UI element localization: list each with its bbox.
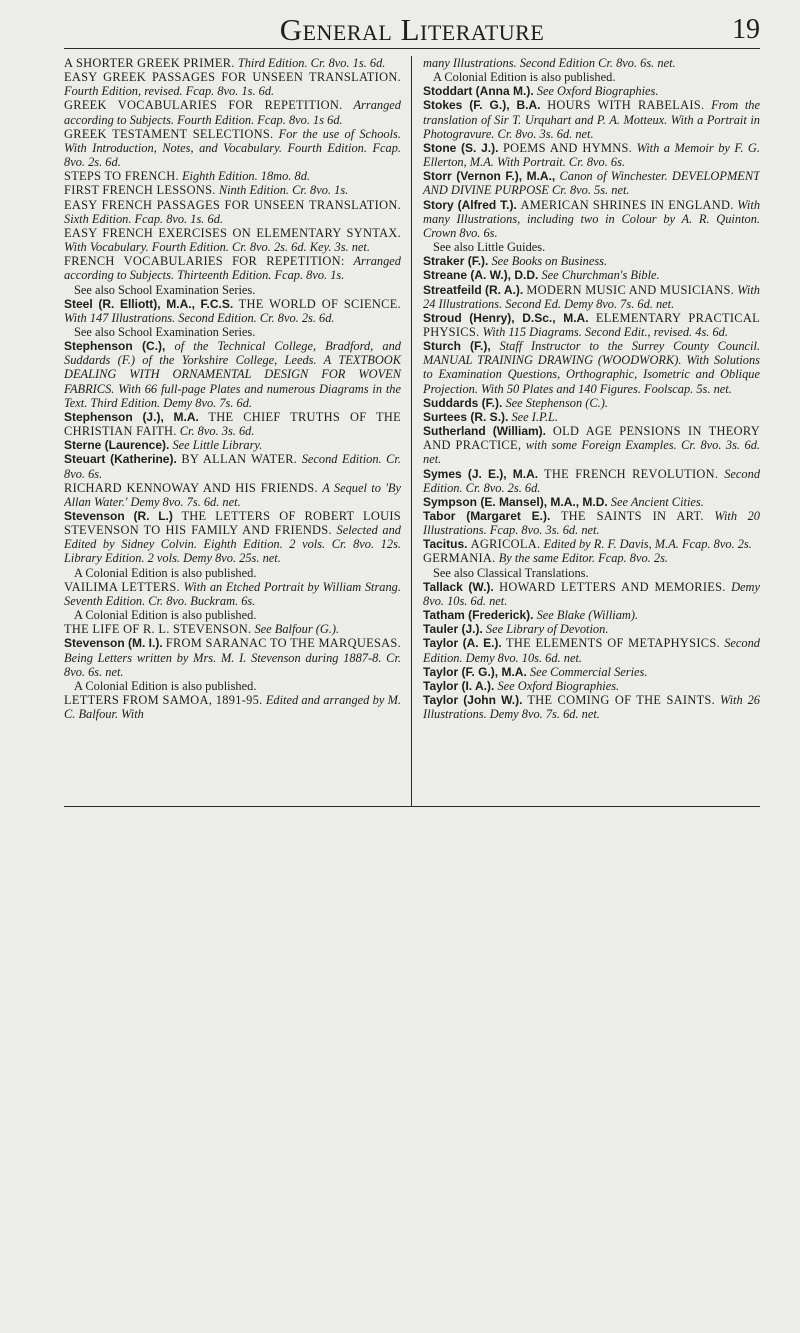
page-title: General Literature [279,12,545,47]
entry-author: Straker (F.). [423,254,489,269]
entry-note: See also School Examination Series. [74,324,256,339]
entry-author: Tabor (Margaret E.). [423,509,551,523]
catalogue-entry [64,693,401,721]
entry-author: Symes (J. E.), M.A. [423,466,539,481]
entry-author: Stevenson (M. I.). [64,636,163,651]
catalogue-entry [423,283,760,311]
entry-title: THE SAINTS IN ART. [560,509,704,523]
entry-details: Staff Instructor to the Surrey County Council. MANUAL TRAINING DRAWING (WOODWORK). With Solutions to Examination Questions, Orthographic, Isometric and Oblique Projection. With 50 Plates and 140 Figures. Foolscap. 5s. net. [423,339,760,396]
page-number: 19 [732,14,760,45]
entry-note: See also School Examination Series. [74,282,256,297]
entry-title: GREEK VOCABULARIES FOR REPETITION. [64,98,343,113]
entry-details: Second Edition. Cr. 8vo. 2s. 6d. [423,466,760,495]
entry-details: See Churchman's Bible. [541,268,660,283]
entry-details: with some Foreign Examples. Cr. 8vo. 3s. 6d. net. [423,438,760,467]
entry-author: Storr (Vernon F.), M.A., [423,169,556,184]
catalogue-entry [423,636,760,664]
entry-author: Taylor (I. A.). [423,678,495,693]
catalogue-entry [64,452,401,480]
entry-author: Steuart (Katherine). [64,452,177,467]
entry-details: With an Etched Portrait by William Strang. Seventh Edition. Cr. 8vo. Buckram. 6s. [64,579,401,608]
entry-author: Streane (A. W.), D.D. [423,268,539,283]
entry-details: From the translation of Sir T. Urquhart and P. A. Motteux. With a Portrait in Photogravure. Cr. 8vo. 3s. 6d. net. [423,98,760,141]
entry-title: RICHARD KENNOWAY AND HIS FRIENDS. [64,480,318,495]
entry-author: Story (Alfred T.). [423,197,517,212]
entry-title: MODERN MUSIC AND MUSICIANS. [526,282,735,297]
entry-details: Cr. 8vo. 3s. 6d. [179,424,255,439]
entry-note: A Colonial Edition is also published. [74,608,257,623]
catalogue-note [64,608,401,622]
catalogue-entry [423,198,760,240]
entry-details: Third Edition. Cr. 8vo. 1s. 6d. [237,56,386,70]
entry-title: THE WORLD OF SCIENCE. [238,296,401,311]
entry-author: Stevenson (R. L.) [64,509,173,523]
entry-title: FIRST FRENCH LESSONS. [64,183,216,198]
entry-author: Stokes (F. G.), B.A. [423,98,541,113]
two-column-body [64,56,760,807]
catalogue-entry [423,268,760,282]
entry-title: AMERICAN SHRINES IN ENGLAND. [520,197,734,212]
catalogue-entry [423,665,760,679]
entry-title: THE ELEMENTS OF METAPHYSICS. [506,636,720,651]
entry-details: With Vocabulary. Fourth Edition. Cr. 8vo. 2s. 6d. Key. 3s. net. [64,240,370,255]
entry-note: A Colonial Edition is also published. [433,70,616,85]
catalogue-entry [64,70,401,98]
catalogue-entry [423,551,760,565]
entry-note: A Colonial Edition is also published. [74,678,257,693]
entry-details: For the use of Schools. With Introduction, Notes, and Vocabulary. Fourth Edition. Fcap. 8vo. 2s. 6d. [64,126,401,170]
entry-details: Fourth Edition, revised. Fcap. 8vo. 1s. 6d. [64,84,275,99]
entry-title: FRENCH VOCABULARIES FOR REPETITION: [64,254,345,269]
entry-details: With 115 Diagrams. Second Edit., revised. 4s. 6d. [482,324,728,339]
entry-author: Tacitus. [423,537,468,552]
entry-title: EASY FRENCH PASSAGES FOR UNSEEN TRANSLATION. [64,197,401,212]
entry-author: Steel (R. Elliott), M.A., F.C.S. [64,296,234,311]
catalogue-entry [64,580,401,608]
entry-author: Taylor (John W.). [423,693,523,708]
catalogue-entry [423,622,760,636]
catalogue-entry [423,141,760,169]
entry-author: Tatham (Frederick). [423,608,534,623]
entry-title: LETTERS FROM SAMOA, 1891-95. [64,693,263,708]
entry-title: OLD AGE PENSIONS IN THEORY AND PRACTICE, [423,424,760,453]
entry-details: Edited and arranged by M. C. Balfour. With [64,693,401,722]
entry-details: With 26 Illustrations. Demy 8vo. 7s. 6d. net. [423,693,760,722]
entry-author: Taylor (F. G.), M.A. [423,664,527,679]
catalogue-entry [64,297,401,325]
entry-title: VAILIMA LETTERS. [64,579,180,594]
catalogue-entry [64,622,401,636]
entry-details: Sixth Edition. Fcap. 8vo. 1s. 6d. [64,211,223,226]
catalogue-entry [423,679,760,693]
catalogue-entry [423,311,760,339]
entry-details: Second Edition. Cr. 8vo. 6s. [64,452,401,481]
running-head [64,8,760,49]
catalogue-entry [423,693,760,721]
catalogue-entry [64,410,401,438]
entry-author: Stone (S. J.). [423,140,499,155]
entry-note: See also Classical Translations. [433,565,589,580]
entry-title: STEPS TO FRENCH. [64,169,179,184]
entry-author: Surtees (R. S.). [423,409,509,424]
entry-details: With a Memoir by F. G. Ellerton, M.A. With Portrait. Cr. 8vo. 6s. [423,140,760,170]
catalogue-entry [423,98,760,140]
entry-title: AGRICOLA. [470,537,541,552]
entry-title: ELEMENTARY PRACTICAL PHYSICS. [423,310,760,339]
entry-details: Arranged according to Subjects. Thirteenth Edition. Fcap. 8vo. 1s. [64,254,401,283]
entry-note: A Colonial Edition is also published. [74,565,257,580]
entry-title: EASY FRENCH EXERCISES ON ELEMENTARY SYNTAX. [64,225,401,240]
entry-details: See Ancient Cities. [610,494,704,509]
entry-title: THE COMING OF THE SAINTS. [527,693,716,708]
entry-title: THE CHIEF TRUTHS OF THE CHRISTIAN FAITH. [64,409,401,439]
entry-details: With 20 Illustrations. Fcap. 8vo. 3s. 6d. net. [423,509,760,538]
catalogue-entry [64,198,401,226]
left-column [64,56,412,806]
catalogue-entry [64,127,401,169]
entry-details: of the Technical College, Bradford, and Suddards (F.) of the Yorkshire College, Leeds. A TEXTBOOK DEALING WITH ORNAMENTAL DESIGN FOR WOVEN FABRICS. With 66 full-page Plates and numerous Diagrams in the Text. Third Edition. Demy 8vo. 7s. 6d. [64,339,401,410]
entry-details: Ninth Edition. Cr. 8vo. 1s. [218,183,349,198]
catalogue-entry [423,56,760,70]
catalogue-note [64,566,401,580]
entry-title: THE LETTERS OF ROBERT LOUIS STEVENSON TO HIS FAMILY AND FRIENDS. [64,509,401,538]
catalogue-entry [64,98,401,126]
catalogue-entry [64,636,401,678]
catalogue-note [64,283,401,297]
entry-details: See Oxford Biographies. [497,678,620,693]
entry-title: HOURS WITH RABELAIS. [547,98,705,113]
entry-author: Stroud (Henry), D.Sc., M.A. [423,310,589,325]
entry-author: Stoddart (Anna M.). [423,84,534,99]
entry-author: Tallack (W.). [423,579,494,594]
entry-title: BY ALLAN WATER. [181,452,298,467]
catalogue-entry [64,481,401,509]
catalogue-entry [423,254,760,268]
entry-details: With 24 Illustrations. Second Ed. Demy 8vo. 7s. 6d. net. [423,282,760,311]
catalogue-entry [64,509,401,566]
entry-author: Tauler (J.). [423,622,483,637]
entry-author: Streatfeild (R. A.). [423,282,524,297]
entry-title: THE FRENCH REVOLUTION. [544,466,719,481]
catalogue-entry [423,608,760,622]
entry-details: With many Illustrations, including two in Colour by A. R. Quinton. Crown 8vo. 6s. [423,197,760,240]
catalogue-entry [64,169,401,183]
entry-author: Sutherland (William). [423,424,546,439]
catalogue-entry [423,537,760,551]
entry-details: By the same Editor. Fcap. 8vo. 2s. [498,551,668,566]
catalogue-entry [423,580,760,608]
entry-details: With 147 Illustrations. Second Edition. Cr. 8vo. 2s. 6d. [64,310,335,325]
entry-details: Second Edition. Demy 8vo. 10s. 6d. net. [423,636,760,665]
entry-details: A Sequel to 'By Allan Water.' Demy 8vo. 7s. 6d. net. [64,480,401,509]
entry-title: POEMS AND HYMNS. [502,140,633,155]
entry-author: Stephenson (C.), [64,339,166,354]
catalogue-note [423,70,760,84]
catalogue-note [64,679,401,693]
catalogue-entry [64,339,401,410]
catalogue-entry [423,424,760,466]
catalogue-entry [64,438,401,452]
entry-details: See Stephenson (C.). [505,395,608,410]
entry-author: Sympson (E. Mansel), M.A., M.D. [423,494,608,509]
right-column [412,56,760,806]
catalogue-entry [423,396,760,410]
entry-details: Eighth Edition. 18mo. 8d. [181,169,311,184]
catalogue-entry [64,56,401,70]
entry-details: See Library of Devotion. [485,622,609,637]
entry-author: Sturch (F.), [423,339,491,354]
catalogue-entry [423,467,760,495]
catalogue-note [423,566,760,580]
entry-details: Canon of Winchester. DEVELOPMENT AND DIVINE PURPOSE Cr. 8vo. 5s. net. [423,169,760,198]
entry-details: See Commercial Series. [529,664,648,679]
entry-title: GERMANIA. [423,551,496,566]
entry-title: A SHORTER GREEK PRIMER. [64,56,235,70]
entry-details: Arranged according to Subjects. Fourth Edition. Fcap. 8vo. 1s 6d. [64,98,401,127]
entry-details: See Books on Business. [491,254,608,269]
catalogue-entry [423,495,760,509]
catalogue-entry [423,84,760,98]
catalogue-entry [423,339,760,396]
entry-details: See I.P.L. [511,409,559,424]
entry-title: HOWARD LETTERS AND MEMORIES. [499,579,726,594]
entry-author: Taylor (A. E.). [423,636,502,651]
entry-note: See also Little Guides. [433,240,546,255]
catalogue-note [64,325,401,339]
entry-details: See Oxford Biographies. [536,84,659,99]
entry-details: See Little Library. [172,438,263,453]
entry-details: Selected and Edited by Sidney Colvin. Eighth Edition. 2 vols. Cr. 8vo. 12s. Library Edition. 2 vols. Demy 8vo. 25s. net. [64,523,401,566]
entry-author: Stephenson (J.), M.A. [64,409,199,424]
entry-details: See Blake (William). [536,608,639,623]
catalogue-entry [64,183,401,197]
entry-author: Suddards (F.). [423,395,503,410]
entry-details: Edited by R. F. Davis, M.A. Fcap. 8vo. 2s. [543,537,752,552]
entry-details: Demy 8vo. 10s. 6d. net. [423,579,760,608]
entry-author: Sterne (Laurence). [64,438,170,453]
entry-details: many Illustrations. Second Edition Cr. 8vo. 6s. net. [423,56,676,70]
catalogue-note [423,240,760,254]
entry-title: EASY GREEK PASSAGES FOR UNSEEN TRANSLATION. [64,70,401,85]
entry-title: FROM SARANAC TO THE MARQUESAS. [165,636,401,651]
entry-title: THE LIFE OF R. L. STEVENSON. [64,622,252,637]
catalogue-entry [423,169,760,197]
entry-title: GREEK TESTAMENT SELECTIONS. [64,126,274,141]
catalogue-entry [64,254,401,282]
entry-details: See Balfour (G.). [254,622,340,637]
catalogue-entry [423,509,760,537]
catalogue-entry [423,410,760,424]
entry-details: Being Letters written by Mrs. M. I. Stevenson during 1887-8. Cr. 8vo. 6s. net. [64,650,401,679]
catalogue-entry [64,226,401,254]
